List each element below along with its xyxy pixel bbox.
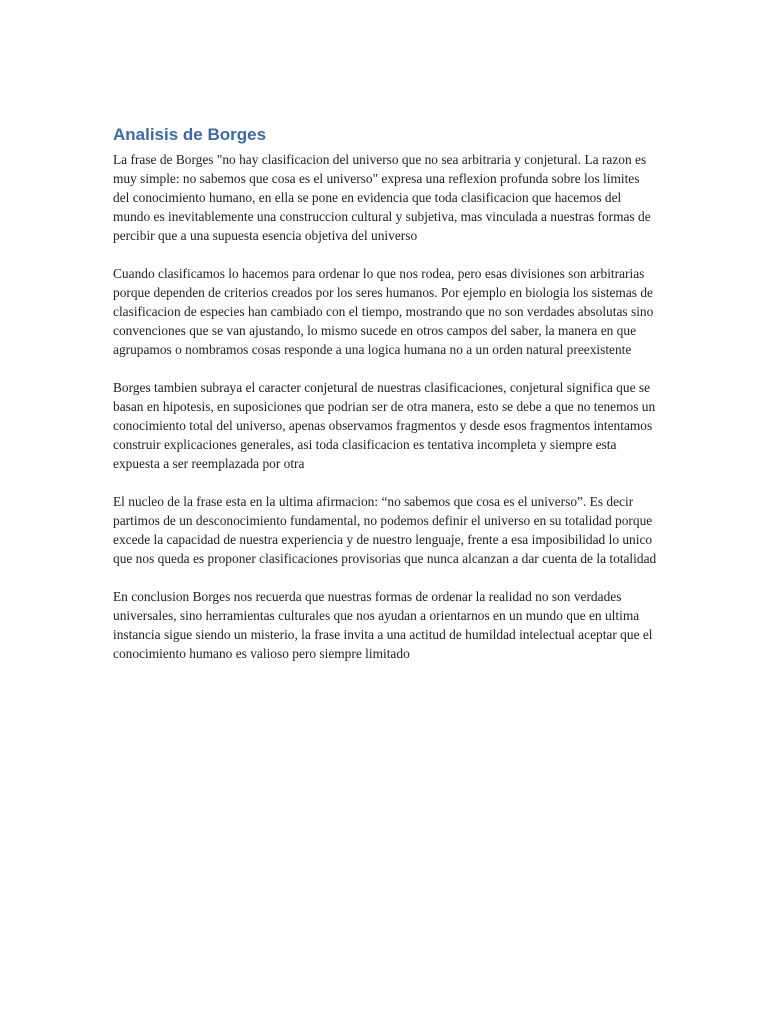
paragraph-5: En conclusion Borges nos recuerda que nuestras formas de ordenar la realidad no son verdades universales, sino herramientas culturales que nos ayudan a orientarnos en un mundo que en ultima instancia sigue siendo un misterio, la frase invita a una actitud de humildad intelectual aceptar que el conocimiento humano es valioso pero siempre limitado	[113, 589, 653, 661]
paragraph-4: El nucleo de la frase esta en la ultima afirmacion: “no sabemos que cosa es el universo”. Es decir partimos de un desconocimiento fundamental, no podemos definir el universo en su totalidad porque excede la capacidad de nuestra experiencia y de nuestro lenguaje, frente a esa imposibilidad lo unico que nos queda es proponer clasificaciones provisorias que nunca alcanzan a dar cuenta de la totalidad	[113, 494, 657, 566]
paragraph-3: Borges tambien subraya el caracter conjetural de nuestras clasificaciones, conjetural significa que se basan en hipotesis, en suposiciones que podrian ser de otra manera, esto se debe a que no tenemos un conocimiento total del universo, apenas observamos fragmentos y desde esos fragmentos intentamos construir explicaciones generales, asi toda clasificacion es tentativa incompleta y siempre esta expuesta a ser reemplazada por otra	[113, 380, 656, 471]
document-body	[113, 124, 658, 682]
paragraph-1: La frase de Borges "no hay clasificacion del universo que no sea arbitraria y conjetural. La razon es muy simple: no sabemos que cosa es el universo" expresa una reflexion profunda sobre los limites del conocimiento humano, en ella se pone en evidencia que toda clasificacion que hacemos del mundo es inevitablemente una construccion cultural y subjetiva, mas vinculada a nuestras formas de percibir que a una supuesta esencia objetiva del universo	[113, 152, 651, 243]
document-title: Analisis de Borges	[113, 125, 267, 144]
paragraph-2: Cuando clasificamos lo hacemos para ordenar lo que nos rodea, pero esas divisiones son arbitrarias porque dependen de criterios creados por los seres humanos. Por ejemplo en biologia los sistemas de clasificacion de especies han cambiado con el tiempo, mostrando que no son verdades absolutas sino convenciones que se van ajustando, lo mismo sucede en otros campos del saber, la manera en que agrupamos o nombramos cosas responde a una logica humana no a un orden natural preexistente	[113, 266, 654, 357]
